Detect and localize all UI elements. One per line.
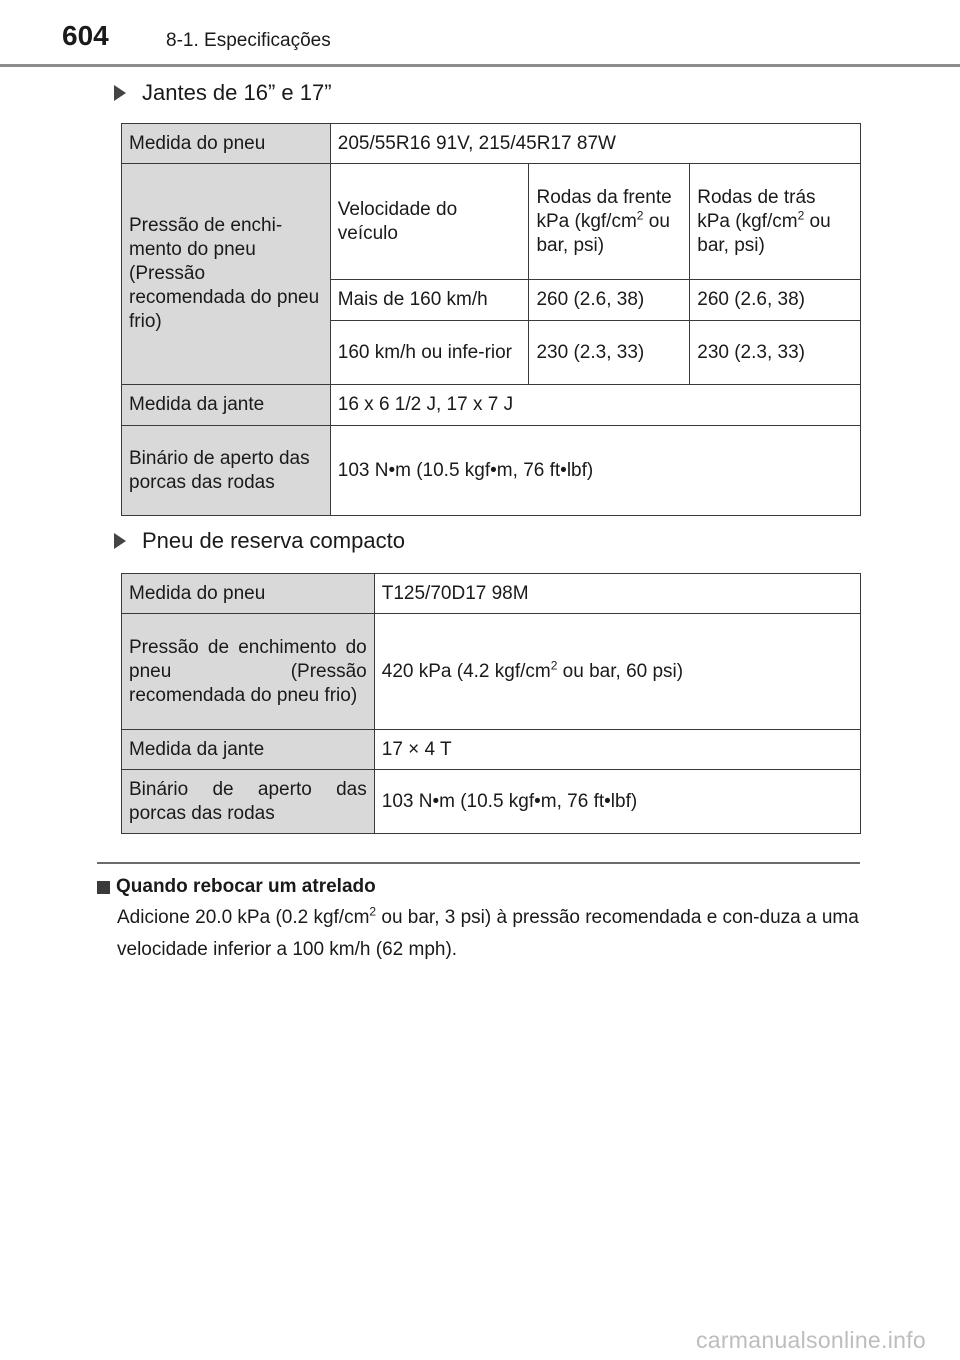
spare-tire-size-label: Medida do pneu bbox=[122, 574, 375, 614]
spare-tire-size-value: T125/70D17 98M bbox=[374, 574, 860, 614]
note-body: Adicione 20.0 kPa (0.2 kgf/$cm^2$ ou bar, 3 psi) à pressão recomendada e con-duza a uma velocidade inferior a 100 km/h (62 mph). bbox=[117, 904, 859, 960]
rim-size-label: Medida da jante bbox=[122, 385, 331, 426]
subheading-spare bbox=[114, 528, 405, 554]
spare-pressure-label: Pressão de enchimento do pneu (Pressão recomendada do pneu frio) bbox=[122, 614, 375, 730]
section-title: 8-1. Especificações bbox=[166, 30, 331, 51]
spare-tire-table bbox=[121, 573, 861, 834]
torque-label: Binário de aperto das porcas das rodas bbox=[122, 426, 331, 516]
rim-size-value: 16 x 6 1/2 J, 17 x 7 J bbox=[330, 385, 860, 426]
subheading-text: Jantes de 16” e 17” bbox=[142, 80, 332, 105]
triangle-bullet-icon bbox=[114, 533, 126, 549]
col-header-speed: Velocidade do veículo bbox=[330, 164, 529, 280]
note-heading-text: Quando rebocar um atrelado bbox=[116, 876, 376, 897]
watermark: carmanualsonline.info bbox=[695, 1327, 926, 1353]
note-divider bbox=[97, 862, 860, 864]
row2-rear: 230 (2.3, 33) bbox=[690, 321, 861, 385]
spare-pressure-value: 420 kPa (4.2 kgf/$cm^2$ ou bar, 60 psi) bbox=[374, 614, 860, 730]
subheading-text: Pneu de reserva compacto bbox=[142, 528, 405, 553]
tire-size-label: Medida do pneu bbox=[122, 124, 331, 164]
note-heading bbox=[97, 876, 376, 898]
spare-rim-value: 17 × 4 T bbox=[374, 730, 860, 770]
row2-speed: 160 km/h ou infe-rior bbox=[330, 321, 529, 385]
spare-torque-value: 103 N•m (10.5 kgf•m, 76 ft•lbf) bbox=[374, 770, 860, 834]
triangle-bullet-icon bbox=[114, 85, 126, 101]
header-rule bbox=[0, 64, 960, 67]
subheading-wheels bbox=[114, 80, 332, 106]
pressure-label: Pressão de enchi-mento do pneu (Pressão recomendada do pneu frio) bbox=[122, 164, 331, 385]
torque-value: 103 N•m (10.5 kgf•m, 76 ft•lbf) bbox=[330, 426, 860, 516]
row1-front: 260 (2.6, 38) bbox=[529, 280, 690, 321]
spare-rim-label: Medida da jante bbox=[122, 730, 375, 770]
page-number: 604 bbox=[62, 20, 109, 51]
row1-speed: Mais de 160 km/h bbox=[330, 280, 529, 321]
col-header-rear: Rodas de trás kPa ($kgf/cm^2$ ou bar, psi) bbox=[690, 164, 861, 280]
tire-size-value: 205/55R16 91V, 215/45R17 87W bbox=[330, 124, 860, 164]
col-header-front: Rodas da frente kPa ($kgf/cm^2$ ou bar, psi) bbox=[529, 164, 690, 280]
tire-spec-table bbox=[121, 123, 861, 516]
row1-rear: 260 (2.6, 38) bbox=[690, 280, 861, 321]
square-bullet-icon bbox=[97, 881, 110, 894]
spare-torque-label: Binário de aperto das porcas das rodas bbox=[122, 770, 375, 834]
row2-front: 230 (2.3, 33) bbox=[529, 321, 690, 385]
